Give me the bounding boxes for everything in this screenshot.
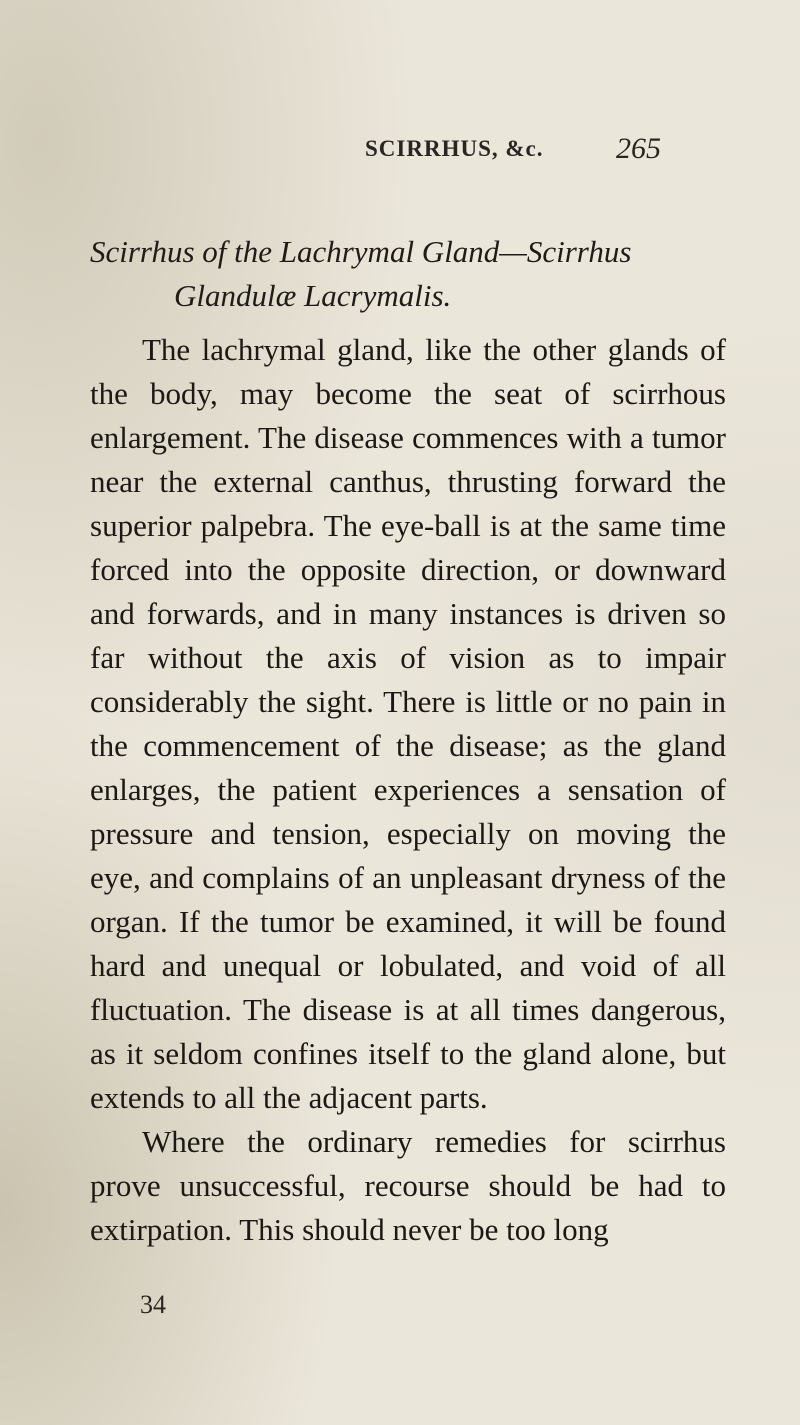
signature-mark: 34 — [140, 1290, 166, 1319]
paragraph: Where the ordinary remedies for scirrhus prove unsuccessful, recourse should be had to extirpation. This should never be too long — [90, 1124, 726, 1247]
paragraph: The lachrymal gland, like the other glands of the body, may become the seat of scirrhous enlargement. The disease commences with a tumor near the external canthus, thrusting forward the superior palpebra. The eye-ball is at the same time forced into the opposite direction, or downward and forwards, and in many instances is driven so far without the axis of vision as to impair considerably the sight. There is little or no pain in the commencement of the disease; as the gland enlarges, the patient experiences a sensation of pressure and tension, especially on moving the eye, and complains of an unpleasant dryness of the organ. If the tumor be examined, it will be found hard and unequal or lobulated, and void of all fluctuation. The disease is at all times dangerous, as it seldom confines itself to the gland alone, but extends to all the adjacent parts. — [90, 332, 726, 1115]
page-header — [0, 132, 800, 176]
body-text — [90, 328, 726, 1252]
section-title-line-1: Scirrhus of the Lachrymal Gland—Scirrhus — [90, 234, 632, 269]
running-head: SCIRRHUS, &c. — [365, 136, 544, 161]
page-number: 265 — [616, 132, 661, 165]
section-title — [90, 230, 730, 318]
section-title-line-2: Glandulæ Lacrymalis. — [174, 278, 452, 313]
